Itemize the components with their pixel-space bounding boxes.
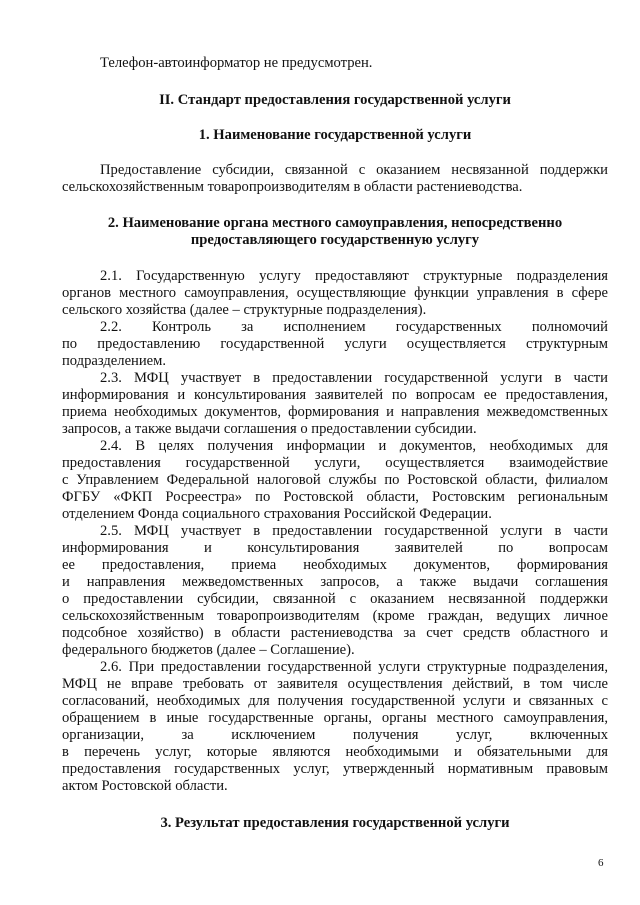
paragraph-line: предоставления государственных услуг, утвержденный нормативным правовым xyxy=(62,761,608,777)
paragraph-line: в перечень услуг, которые являются необходимыми и обязательными для xyxy=(62,744,608,760)
paragraph-line: и направления межведомственных запросов, а также выдачи соглашения xyxy=(62,574,608,590)
heading-2-line-1: 2. Наименование органа местного самоуправления, непосредственно xyxy=(107,215,563,231)
heading-3: 3. Результат предоставления государственной услуги xyxy=(160,815,510,831)
page-number: 6 xyxy=(598,857,604,869)
paragraph-line: подразделением. xyxy=(62,353,167,369)
paragraph-line: 2.5. МФЦ участвует в предоставлении государственной услуги в части xyxy=(100,523,608,539)
paragraph-line: информирования и консультирования заявителей по вопросам ее предоставления, xyxy=(62,387,608,403)
section-title: II. Стандарт предоставления государственной услуги xyxy=(159,92,511,108)
paragraph-line: 2.1. Государственную услугу предоставляют структурные подразделения xyxy=(100,268,608,284)
paragraph-line: органов местного самоуправления, осуществляющие функции управления в сфере xyxy=(62,285,608,301)
paragraph-line: о предоставлении субсидии, связанной с оказанием несвязанной поддержки xyxy=(62,591,608,607)
paragraph-line: Предоставление субсидии, связанной с оказанием несвязанной поддержки xyxy=(100,162,608,178)
paragraph-line: по предоставлению государственной услуги осуществляется структурным xyxy=(62,336,608,352)
paragraph-line: организации, за исключением получения услуг, включенных xyxy=(62,727,608,743)
paragraph-line: МФЦ не вправе требовать от заявителя осуществления действий, в том числе xyxy=(62,676,608,692)
paragraph-line: сельскохозяйственным товаропроизводителям в области растениеводства. xyxy=(62,179,523,195)
paragraph-line: согласований, необходимых для получения государственной услуги и связанных с xyxy=(62,693,608,709)
paragraph-line: запросов, а также выдачи соглашения о предоставлении субсидии. xyxy=(62,421,477,437)
paragraph-line: актом Ростовской области. xyxy=(62,778,228,794)
paragraph-line: сельскохозяйственным товаропроизводителям (кроме граждан, ведущих личное xyxy=(62,608,608,624)
paragraph-line: 2.4. В целях получения информации и документов, необходимых для xyxy=(100,438,608,454)
heading-2-line-2: предоставляющего государственную услугу xyxy=(190,232,480,248)
paragraph-line: предоставления государственной услуги, осуществляется взаимодействие xyxy=(62,455,608,471)
intro-line: Телефон-автоинформатор не предусмотрен. xyxy=(100,55,373,71)
heading-1: 1. Наименование государственной услуги xyxy=(198,127,472,143)
paragraph-line: подсобное хозяйство) в области растениеводства за счет средств областного и xyxy=(62,625,608,641)
paragraph-line: ее предоставления, приема необходимых документов, формирования xyxy=(62,557,608,573)
paragraph-line: федерального бюджетов (далее – Соглашение). xyxy=(62,642,355,658)
paragraph-line: с Управлением Федеральной налоговой службы по Ростовской области, филиалом xyxy=(62,472,608,488)
paragraph-line: 2.6. При предоставлении государственной услуги структурные подразделения, xyxy=(100,659,608,675)
paragraph-line: 2.3. МФЦ участвует в предоставлении государственной услуги в части xyxy=(100,370,608,386)
paragraph-line: отделением Фонда социального страхования Российской Федерации. xyxy=(62,506,492,522)
paragraph-line: информирования и консультирования заявителей по вопросам xyxy=(62,540,608,556)
paragraph-line: ФГБУ «ФКП Росреестра» по Ростовской области, Ростовским региональным xyxy=(62,489,608,505)
paragraph-line: 2.2. Контроль за исполнением государственных полномочий xyxy=(100,319,608,335)
paragraph-line: приема необходимых документов, формирования и направления межведомственных xyxy=(62,404,608,420)
paragraph-line: сельского хозяйства (далее – структурные подразделения). xyxy=(62,302,427,318)
paragraph-line: обращением в иные государственные органы, органы местного самоуправления, xyxy=(62,710,608,726)
